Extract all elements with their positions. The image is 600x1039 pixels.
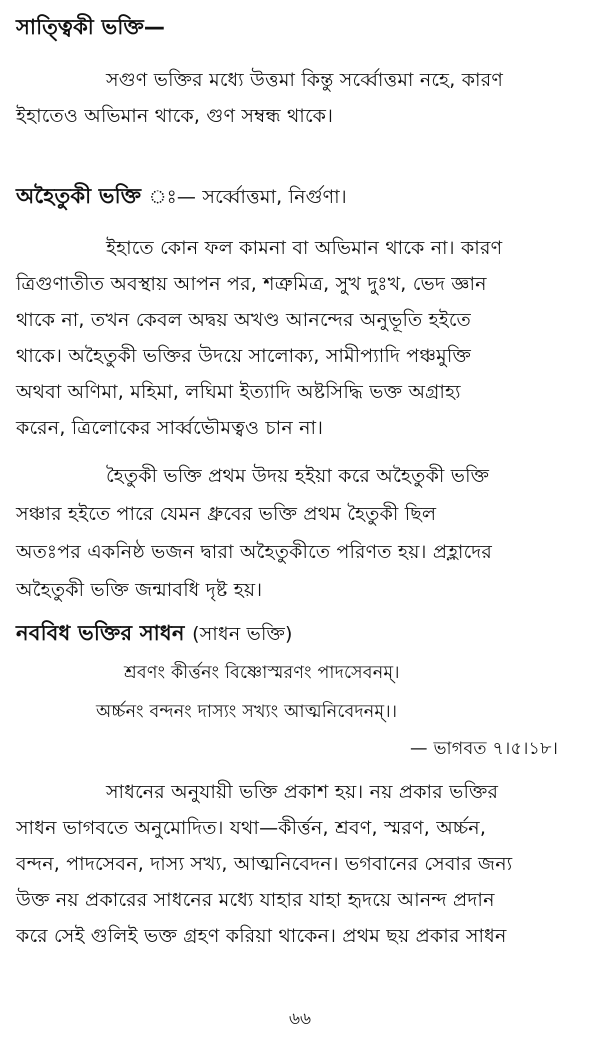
para4-line-2: সাধন ভাগবতে অনুমোদিত। যথা—কীর্ত্তন, শ্রবণ, স্মরণ, অর্চ্চন, bbox=[16, 817, 487, 839]
verse-line-2: অর্চ্চনং বন্দনং দাস্যং সখ্যং আত্মনিবেদনম্।। bbox=[96, 702, 398, 722]
heading-ahaituki-title: অহৈতুকী ভক্তি bbox=[16, 184, 142, 208]
heading-ahaituki-bhakti bbox=[16, 183, 347, 210]
heading-navavidha-bhakti bbox=[16, 620, 293, 647]
verse-line-1: শ্রবণং কীর্ত্তনং বিষ্ণোস্মরণং পাদসেবনম্। bbox=[124, 663, 400, 683]
para2-line-6: করেন, ত্রিলোকের সার্ব্বভৌমত্বও চান না। bbox=[16, 417, 324, 439]
para2-line-1: ইহাতে কোন ফল কামনা বা অভিমান থাকে না। কারণ bbox=[106, 237, 503, 259]
para4-line-1: সাধনের অনুযায়ী ভক্তি প্রকাশ হয়। নয় প্রকার ভক্তির bbox=[106, 781, 499, 803]
para4-line-4: উক্ত নয় প্রকারের সাধনের মধ্যে যাহার যাহা হৃদয়ে আনন্দ প্রদান bbox=[16, 889, 495, 911]
heading-navavidha-title: নববিধ ভক্তির সাধন bbox=[16, 621, 185, 645]
para3-line-1: হৈতুকী ভক্তি প্রথম উদয় হইয়া করে অহৈতুকী ভক্তি bbox=[106, 465, 490, 487]
para3-line-4: অহৈতুকী ভক্তি জন্মাবধি দৃষ্ট হয়। bbox=[16, 579, 263, 601]
heading-navavidha-rest: (সাধন ভক্তি) bbox=[192, 623, 293, 645]
para2-line-5: অথবা অণিমা, মহিমা, লঘিমা ইত্যাদি অষ্টসিদ্ধি ভক্ত অগ্রাহ্য bbox=[16, 381, 461, 403]
para1-line-2: ইহাতেও অভিমান থাকে, গুণ সম্বন্ধ থাকে। bbox=[16, 105, 334, 127]
page-number: ৬৬ bbox=[288, 1009, 312, 1029]
para2-line-3: থাকে না, তখন কেবল অদ্বয় অখণ্ড আনন্দের অনুভূতি হইতে bbox=[16, 309, 471, 331]
para4-line-5: করে সেই গুলিই ভক্ত গ্রহণ করিয়া থাকেন। প্রথম ছয় প্রকার সাধন bbox=[16, 925, 507, 947]
heading-ahaituki-rest: ঃ— সর্ব্বোত্তমা, নির্গুণা। bbox=[148, 186, 347, 208]
para2-line-4: থাকে। অহৈতুকী ভক্তির উদয়ে সালোক্য, সামীপ্যাদি পঞ্চমুক্তি bbox=[16, 345, 472, 367]
para3-line-2: সঞ্চার হইতে পারে যেমন ধ্রুবের ভক্তি প্রথম হৈতুকী ছিল bbox=[16, 503, 437, 525]
para2-line-2: ত্রিগুণাতীত অবস্থায় আপন পর, শত্রুমিত্র, সুখ দুঃখ, ভেদ জ্ঞান bbox=[16, 273, 487, 295]
para3-line-3: অতঃপর একনিষ্ঠ ভজন দ্বারা অহৈতুকীতে পরিণত হয়। প্রহ্লাদের bbox=[16, 541, 493, 563]
para1-line-1: সগুণ ভক্তির মধ্যে উত্তমা কিন্তু সর্ব্বোত্তমা নহে, কারণ bbox=[106, 69, 504, 91]
heading-sattviki-bhakti: সাত্ত্বিকী ভক্তি— bbox=[16, 15, 166, 39]
para4-line-3: বন্দন, পাদসেবন, দাস্য সখ্য, আত্মনিবেদন। ভগবানের সেবার জন্য bbox=[16, 853, 513, 875]
verse-citation: — ভাগবত ৭।৫।১৮। bbox=[410, 739, 559, 759]
